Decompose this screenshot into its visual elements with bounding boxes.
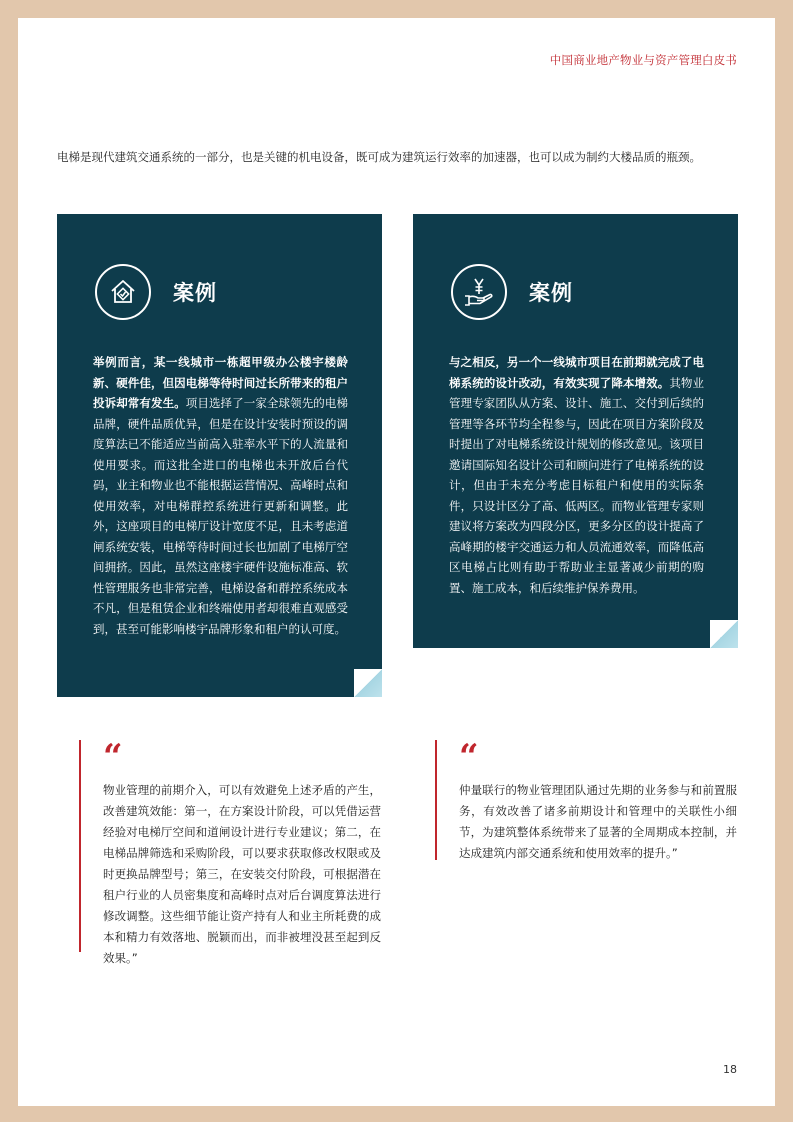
page-fold-corner bbox=[710, 620, 738, 648]
quote-text: 仲量联行的物业管理团队通过先期的业务参与和前置服务，有效改善了诸多前期设计和管理中的关联性小细节，为建筑整体系统带来了显著的全周期成本控制，并达成建筑内部交通系统和使用效率的提升。” bbox=[459, 783, 737, 860]
page bbox=[18, 18, 775, 1106]
case-card-header bbox=[451, 262, 573, 322]
page-number: 18 bbox=[723, 1063, 737, 1076]
case-text: 其物业管理专家团队从方案、设计、施工、交付到后续的管理等各环节均全程参与，因此在项目方案阶段及时提出了对电梯系统设计规划的修改意见。该项目邀请国际知名设计公司和顾问进行了电梯系统的设计，但由于未充分考虑目标租户和使用的实际条件，只设计区分了高、低两区。而物业管理专家则建议将方案改为四段分区，更多分区的设计提高了高峰期的楼宇交通运力和人员流通效率，而降低高区电梯占比则有助于帮助业主显著减少前期的购置、施工成本，和后续维护保养费用。 bbox=[449, 375, 705, 595]
case-body bbox=[93, 352, 348, 639]
case-lead: 与之相反，另一个一线城市项目在前期就完成了电梯系统的设计改动，有效实现了降本增效。 bbox=[449, 355, 704, 390]
quote-text: 物业管理的前期介入，可以有效避免上述矛盾的产生，改善建筑效能：第一，在方案设计阶段，可以凭借运营经验对电梯厅空间和道闸设计进行专业建议；第二，在电梯品牌筛选和采购阶段，可以要求获取修改权限或及时更换品牌型号；第三，在安装交付阶段，可根据潜在租户行业的人员密集度和高峰时点对后台调度算法进行修改调整。这些细节能让资产持有人和业主所耗费的成本和精力有效落地、脱颖而出，而非被埋没甚至起到反效果。” bbox=[103, 783, 381, 965]
case-title: 案例 bbox=[529, 281, 573, 305]
case-card-right bbox=[413, 214, 738, 648]
case-lead: 举例而言，某一线城市一栋超甲级办公楼宇楼龄新、硬件佳，但因电梯等待时间过长所带来的租户投诉却常有发生。 bbox=[93, 355, 348, 410]
quote-block-right bbox=[435, 737, 737, 860]
case-text: 项目选择了一家全球领先的电梯品牌，硬件品质优异，但是在设计安装时预设的调度算法已不能适应当前高入驻率水平下的人流量和使用要求。而这批全进口的电梯也未开放后台代码，业主和物业也不能根据运营情况、高峰时点和使用效率，对电梯群控系统进行更新和调整。此外，这座项目的电梯厅设计宽度不足，且未考虑道闸系统安装，电梯等待时间过长也加剧了电梯厅空间拥挤。因此，虽然这座楼宇硬件设施标准高、软性管理服务也非常完善，电梯设备和群控系统成本不凡，但是租赁企业和终端使用者却很难直观感受到，甚至可能影响楼宇品牌形象和租户的认可度。 bbox=[93, 396, 349, 636]
case-card-left bbox=[57, 214, 382, 697]
house-check-icon bbox=[95, 264, 151, 320]
case-body bbox=[449, 352, 704, 598]
hand-yuan-icon bbox=[451, 264, 507, 320]
quote-mark-icon: “ bbox=[459, 737, 479, 777]
intro-paragraph: 电梯是现代建筑交通系统的一部分，也是关键的机电设备，既可成为建筑运行效率的加速器，也可以成为制约大楼品质的瓶颈。 bbox=[57, 150, 701, 164]
header-title: 中国商业地产物业与资产管理白皮书 bbox=[549, 53, 737, 67]
case-card-header bbox=[95, 262, 217, 322]
case-title: 案例 bbox=[173, 281, 217, 305]
page-fold-corner bbox=[354, 669, 382, 697]
quote-block-left bbox=[79, 737, 381, 965]
quote-mark-icon: “ bbox=[103, 737, 123, 777]
